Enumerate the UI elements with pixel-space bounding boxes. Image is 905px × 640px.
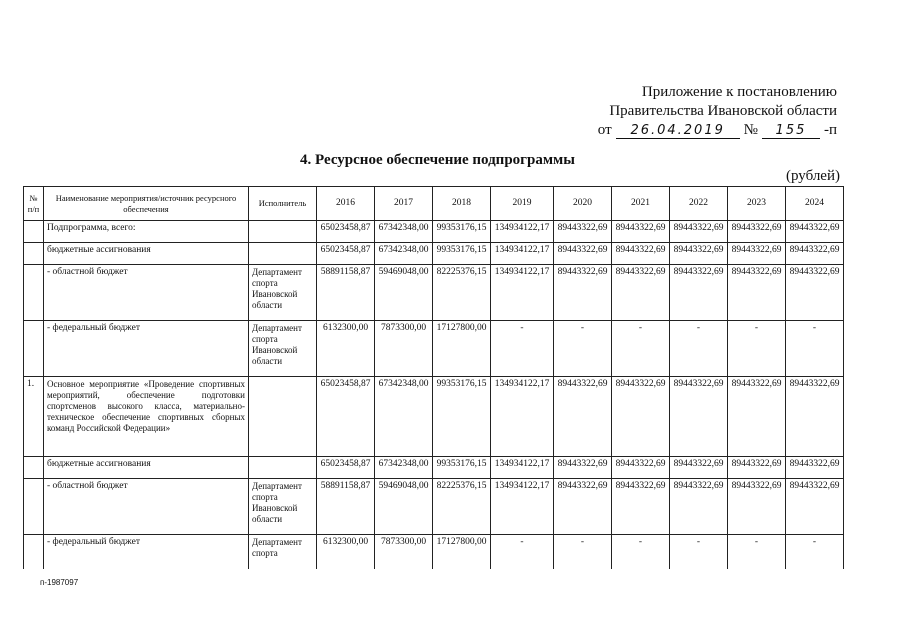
cell-2021: 89443322,69 xyxy=(612,457,670,479)
header-row xyxy=(24,187,844,221)
cell-2020: 89443322,69 xyxy=(554,221,612,243)
cell-2020: - xyxy=(554,535,612,569)
cell-2023: - xyxy=(728,535,786,569)
from-label: от xyxy=(597,122,612,138)
cell-2019: - xyxy=(491,535,554,569)
cell-2022: 89443322,69 xyxy=(670,221,728,243)
cell-2016: 65023458,87 xyxy=(317,243,375,265)
cell-2017: 7873300,00 xyxy=(375,535,433,569)
table-row xyxy=(24,221,844,243)
cell-2018: 82225376,15 xyxy=(433,265,491,321)
cell-2022: 89443322,69 xyxy=(670,265,728,321)
row-executor xyxy=(249,377,317,457)
header-year-2016: 2016 xyxy=(317,187,375,221)
header-year-2024: 2024 xyxy=(786,187,844,221)
row-name: - федеральный бюджет xyxy=(44,321,249,377)
resource-table xyxy=(23,186,844,569)
header-year-2017: 2017 xyxy=(375,187,433,221)
row-name: Основное мероприятие «Проведение спортивных мероприятий, обеспечение подготовки спортсменов высокого класса, материально-техническое обеспечение спортивных сборных команд Российской Федерации» xyxy=(44,377,249,457)
cell-2022: 89443322,69 xyxy=(670,479,728,535)
row-name: бюджетные ассигнования xyxy=(44,243,249,265)
row-executor xyxy=(249,221,317,243)
appendix-line-1: Приложение к постановлению xyxy=(641,84,837,100)
cell-2021: - xyxy=(612,535,670,569)
row-executor xyxy=(249,457,317,479)
row-index xyxy=(24,321,44,377)
header-year-2023: 2023 xyxy=(728,187,786,221)
cell-2018: 99353176,15 xyxy=(433,243,491,265)
header-year-2022: 2022 xyxy=(670,187,728,221)
cell-2016: 65023458,87 xyxy=(317,457,375,479)
cell-2024: 89443322,69 xyxy=(786,243,844,265)
document-title-wrap xyxy=(0,152,905,169)
table-row xyxy=(24,479,844,535)
table-row xyxy=(24,265,844,321)
cell-2024: - xyxy=(786,321,844,377)
cell-2022: - xyxy=(670,321,728,377)
table-row xyxy=(24,243,844,265)
cell-2020: - xyxy=(554,321,612,377)
row-index xyxy=(24,479,44,535)
cell-2019: 134934122,17 xyxy=(491,479,554,535)
number-suffix: -п xyxy=(823,122,837,138)
appendix-block xyxy=(598,83,837,140)
cell-2023: - xyxy=(728,321,786,377)
cell-2023: 89443322,69 xyxy=(728,377,786,457)
row-name: Подпрограмма, всего: xyxy=(44,221,249,243)
header-executor: Исполнитель xyxy=(249,187,317,221)
cell-2017: 67342348,00 xyxy=(375,377,433,457)
cell-2024: 89443322,69 xyxy=(786,377,844,457)
cell-2016: 58891158,87 xyxy=(317,265,375,321)
cell-2021: 89443322,69 xyxy=(612,221,670,243)
table-row xyxy=(24,321,844,377)
cell-2017: 59469048,00 xyxy=(375,479,433,535)
appendix-line-2: Правительства Ивановской области xyxy=(609,103,837,119)
cell-2019: 134934122,17 xyxy=(491,243,554,265)
cell-2020: 89443322,69 xyxy=(554,479,612,535)
cell-2017: 67342348,00 xyxy=(375,457,433,479)
row-index xyxy=(24,243,44,265)
table-row xyxy=(24,377,844,457)
header-year-2018: 2018 xyxy=(433,187,491,221)
header-index: № п/п xyxy=(24,187,44,221)
currency-unit: (рублей) xyxy=(785,168,840,184)
cell-2021: 89443322,69 xyxy=(612,243,670,265)
decree-date: 26.04.2019 xyxy=(616,124,740,139)
table-row xyxy=(24,535,844,569)
cell-2020: 89443322,69 xyxy=(554,377,612,457)
row-name: - федеральный бюджет xyxy=(44,535,249,569)
number-label: № xyxy=(743,122,758,138)
cell-2024: - xyxy=(786,535,844,569)
cell-2020: 89443322,69 xyxy=(554,457,612,479)
row-index: 1. xyxy=(24,377,44,457)
cell-2016: 6132300,00 xyxy=(317,535,375,569)
appendix-date-line xyxy=(598,121,837,140)
cell-2018: 17127800,00 xyxy=(433,535,491,569)
row-name: - областной бюджет xyxy=(44,479,249,535)
cell-2023: 89443322,69 xyxy=(728,265,786,321)
cell-2023: 89443322,69 xyxy=(728,457,786,479)
cell-2022: 89443322,69 xyxy=(670,377,728,457)
cell-2019: 134934122,17 xyxy=(491,221,554,243)
cell-2024: 89443322,69 xyxy=(786,221,844,243)
cell-2018: 99353176,15 xyxy=(433,457,491,479)
cell-2018: 17127800,00 xyxy=(433,321,491,377)
cell-2023: 89443322,69 xyxy=(728,221,786,243)
header-name: Наименование мероприятия/источник ресурсного обеспечения xyxy=(44,187,249,221)
row-executor: Департамент спорта Ивановской области xyxy=(249,265,317,321)
header-year-2021: 2021 xyxy=(612,187,670,221)
cell-2017: 59469048,00 xyxy=(375,265,433,321)
row-executor: Департамент спорта xyxy=(249,535,317,569)
cell-2024: 89443322,69 xyxy=(786,457,844,479)
cell-2023: 89443322,69 xyxy=(728,243,786,265)
row-index xyxy=(24,535,44,569)
row-index xyxy=(24,265,44,321)
cell-2017: 67342348,00 xyxy=(375,243,433,265)
cell-2019: 134934122,17 xyxy=(491,377,554,457)
cell-2021: 89443322,69 xyxy=(612,479,670,535)
cell-2018: 99353176,15 xyxy=(433,221,491,243)
row-index xyxy=(24,221,44,243)
cell-2017: 7873300,00 xyxy=(375,321,433,377)
cell-2022: - xyxy=(670,535,728,569)
row-executor xyxy=(249,243,317,265)
row-executor: Департамент спорта Ивановской области xyxy=(249,479,317,535)
row-executor: Департамент спорта Ивановской области xyxy=(249,321,317,377)
row-name: бюджетные ассигнования xyxy=(44,457,249,479)
cell-2022: 89443322,69 xyxy=(670,457,728,479)
document-code: п-1987097 xyxy=(40,578,79,587)
cell-2019: 134934122,17 xyxy=(491,265,554,321)
cell-2021: - xyxy=(612,321,670,377)
table-row xyxy=(24,457,844,479)
cell-2018: 82225376,15 xyxy=(433,479,491,535)
header-year-2019: 2019 xyxy=(491,187,554,221)
row-name: - областной бюджет xyxy=(44,265,249,321)
cell-2021: 89443322,69 xyxy=(612,265,670,321)
cell-2023: 89443322,69 xyxy=(728,479,786,535)
cell-2016: 65023458,87 xyxy=(317,377,375,457)
cell-2021: 89443322,69 xyxy=(612,377,670,457)
decree-number: 155 xyxy=(762,124,820,139)
document-title: 4. Ресурсное обеспечение подпрограммы xyxy=(300,152,575,168)
cell-2019: - xyxy=(491,321,554,377)
cell-2017: 67342348,00 xyxy=(375,221,433,243)
cell-2019: 134934122,17 xyxy=(491,457,554,479)
cell-2024: 89443322,69 xyxy=(786,265,844,321)
cell-2020: 89443322,69 xyxy=(554,265,612,321)
cell-2018: 99353176,15 xyxy=(433,377,491,457)
cell-2020: 89443322,69 xyxy=(554,243,612,265)
header-year-2020: 2020 xyxy=(554,187,612,221)
cell-2016: 58891158,87 xyxy=(317,479,375,535)
cell-2016: 6132300,00 xyxy=(317,321,375,377)
row-index xyxy=(24,457,44,479)
cell-2024: 89443322,69 xyxy=(786,479,844,535)
cell-2022: 89443322,69 xyxy=(670,243,728,265)
cell-2016: 65023458,87 xyxy=(317,221,375,243)
